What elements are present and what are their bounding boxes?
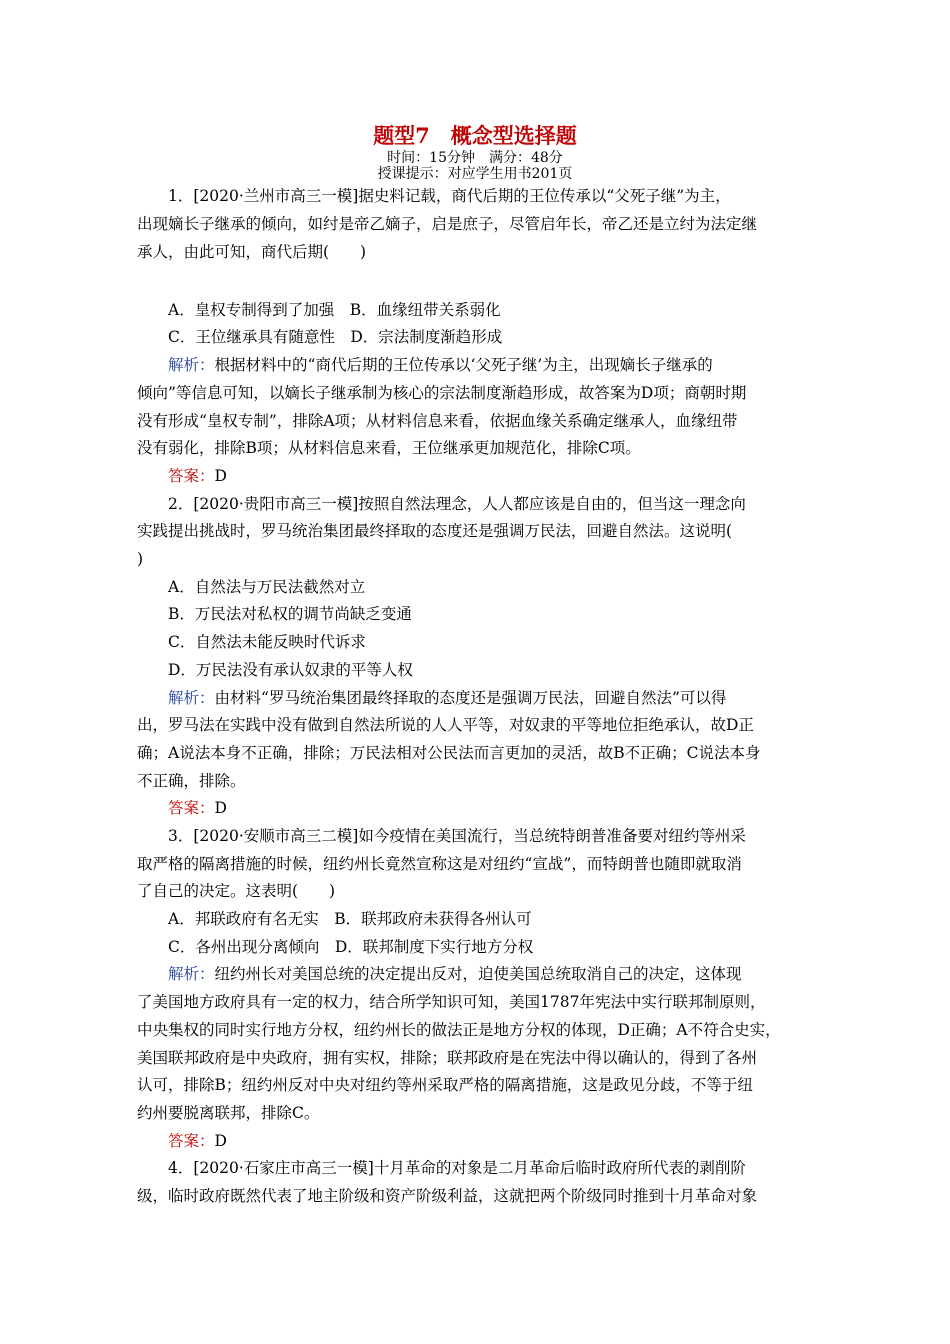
answer-value: D (214, 1132, 227, 1150)
question-2-stem-line-2: 实践提出挑战时，罗马统治集团最终择取的态度还是强调万民法，回避自然法。这说明( (137, 522, 733, 540)
question-2-analysis-line-1 (168, 688, 848, 708)
question-3-analysis-line-5: 认可，排除B；纽约州反对中央对纽约等州采取严格的隔离措施，这是政见分歧，不等于纽 (137, 1076, 753, 1094)
answer-value: D (214, 467, 227, 485)
question-1-analysis-line-2: 倾向”等信息可知，以嫡长子继承制为核心的宗法制度渐趋形成，故答案为D项；商朝时期 (137, 384, 747, 402)
question-2-stem-line-3: ) (137, 550, 144, 568)
answer-value: D (214, 799, 227, 817)
question-2-answer (168, 798, 848, 818)
question-2-analysis-line-4: 不正确，排除。 (137, 772, 246, 790)
question-4-stem-line-1: 4．[2020·石家庄市高三一模]十月革命的对象是二月革命后临时政府所代表的剥削阶 (168, 1159, 746, 1177)
question-2-analysis-line-2: 出，罗马法在实践中没有做到自然法所说的人人平等，对奴隶的平等地位拒绝承认，故D正 (137, 716, 754, 734)
question-2-option-a: A．自然法与万民法截然对立 (168, 578, 366, 596)
question-3-stem-line-2: 取严格的隔离措施的时候，纽约州长竟然宣称这是对纽约“宣战”，而特朗普也随即就取消 (137, 855, 742, 873)
question-3-answer (168, 1131, 848, 1151)
question-1-option-row-1: A．皇权专制得到了加强 B．血缘纽带关系弱化 (168, 301, 501, 319)
teaching-hint: 授课提示：对应学生用书201页 (377, 166, 573, 182)
answer-label: 答案： (168, 1132, 215, 1150)
analysis-label: 解析： (168, 689, 215, 707)
question-3-stem-line-3: 了自己的决定。这表明( ) (137, 882, 336, 900)
analysis-text: 由材料“罗马统治集团最终择取的态度还是强调万民法，回避自然法”可以得 (214, 689, 727, 707)
analysis-label: 解析： (168, 965, 215, 983)
question-1-stem-line-1: 1．[2020·兰州市高三一模]据史料记载，商代后期的王位传承以“父死子继”为主， (168, 187, 731, 205)
question-3-analysis-line-6: 约州要脱离联邦，排除C。 (137, 1104, 320, 1122)
question-2-option-b: B．万民法对私权的调节尚缺乏变通 (168, 605, 412, 623)
question-3-stem-line-1: 3．[2020·安顺市高三二模]如今疫情在美国流行，当总统特朗普准备要对纽约等州采 (168, 827, 746, 845)
question-2-stem-line-1: 2．[2020·贵阳市高三一模]按照自然法理念，人人都应该是自由的，但当这一理念向 (168, 495, 746, 513)
question-3-analysis-line-1 (168, 964, 848, 984)
question-4-stem-line-2: 级，临时政府既然代表了地主阶级和资产阶级利益，这就把两个阶级同时推到十月革命对象 (137, 1187, 758, 1205)
question-1-option-row-2: C．王位继承具有随意性 D．宗法制度渐趋形成 (168, 328, 503, 346)
question-3-analysis-line-2: 了美国地方政府具有一定的权力，结合所学知识可知，美国1787年宪法中实行联邦制原则， (137, 993, 766, 1011)
answer-label: 答案： (168, 799, 215, 817)
question-3-option-row-1: A．邦联政府有名无实 B．联邦政府未获得各州认可 (168, 910, 532, 928)
analysis-label: 解析： (168, 356, 215, 374)
question-3-analysis-line-3: 中央集权的同时实行地方分权，纽约州长的做法正是地方分权的体现，D正确；A不符合史实， (137, 1021, 781, 1039)
analysis-text: 纽约州长对美国总统的决定提出反对，迫使美国总统取消自己的决定，这体现 (214, 965, 742, 983)
time-score-info: 时间：15分钟 满分：48分 (387, 150, 563, 166)
question-1-answer (168, 466, 848, 486)
question-1-analysis-line-4: 没有弱化，排除B项；从材料信息来看，王位继承更加规范化，排除C项。 (137, 439, 641, 457)
question-1-analysis-line-3: 没有形成“皇权专制”，排除A项；从材料信息来看，依据血缘关系确定继承人，血缘纽带 (137, 412, 738, 430)
question-2-analysis-line-3: 确；A说法本身不正确，排除；万民法相对公民法而言更加的灵活，故B不正确；C说法本身 (137, 744, 761, 762)
page-title: 题型7 概念型选择题 (373, 123, 577, 148)
question-2-option-c: C．自然法未能反映时代诉求 (168, 633, 366, 651)
question-1-stem-line-2: 出现嫡长子继承的倾向，如纣是帝乙嫡子，启是庶子，尽管启年长，帝乙还是立纣为法定继 (137, 215, 758, 233)
question-3-analysis-line-4: 美国联邦政府是中央政府，拥有实权，排除；联邦政府是在宪法中得以确认的，得到了各州 (137, 1049, 758, 1067)
analysis-text: 根据材料中的“商代后期的王位传承以‘父死子继’为主，出现嫡长子继承的 (214, 356, 713, 374)
question-1-stem-line-3: 承人，由此可知，商代后期( ) (137, 243, 367, 261)
question-1-analysis-line-1 (168, 355, 848, 375)
question-2-option-d: D．万民法没有承认奴隶的平等人权 (168, 661, 413, 679)
answer-label: 答案： (168, 467, 215, 485)
question-3-option-row-2: C．各州出现分离倾向 D．联邦制度下实行地方分权 (168, 938, 534, 956)
